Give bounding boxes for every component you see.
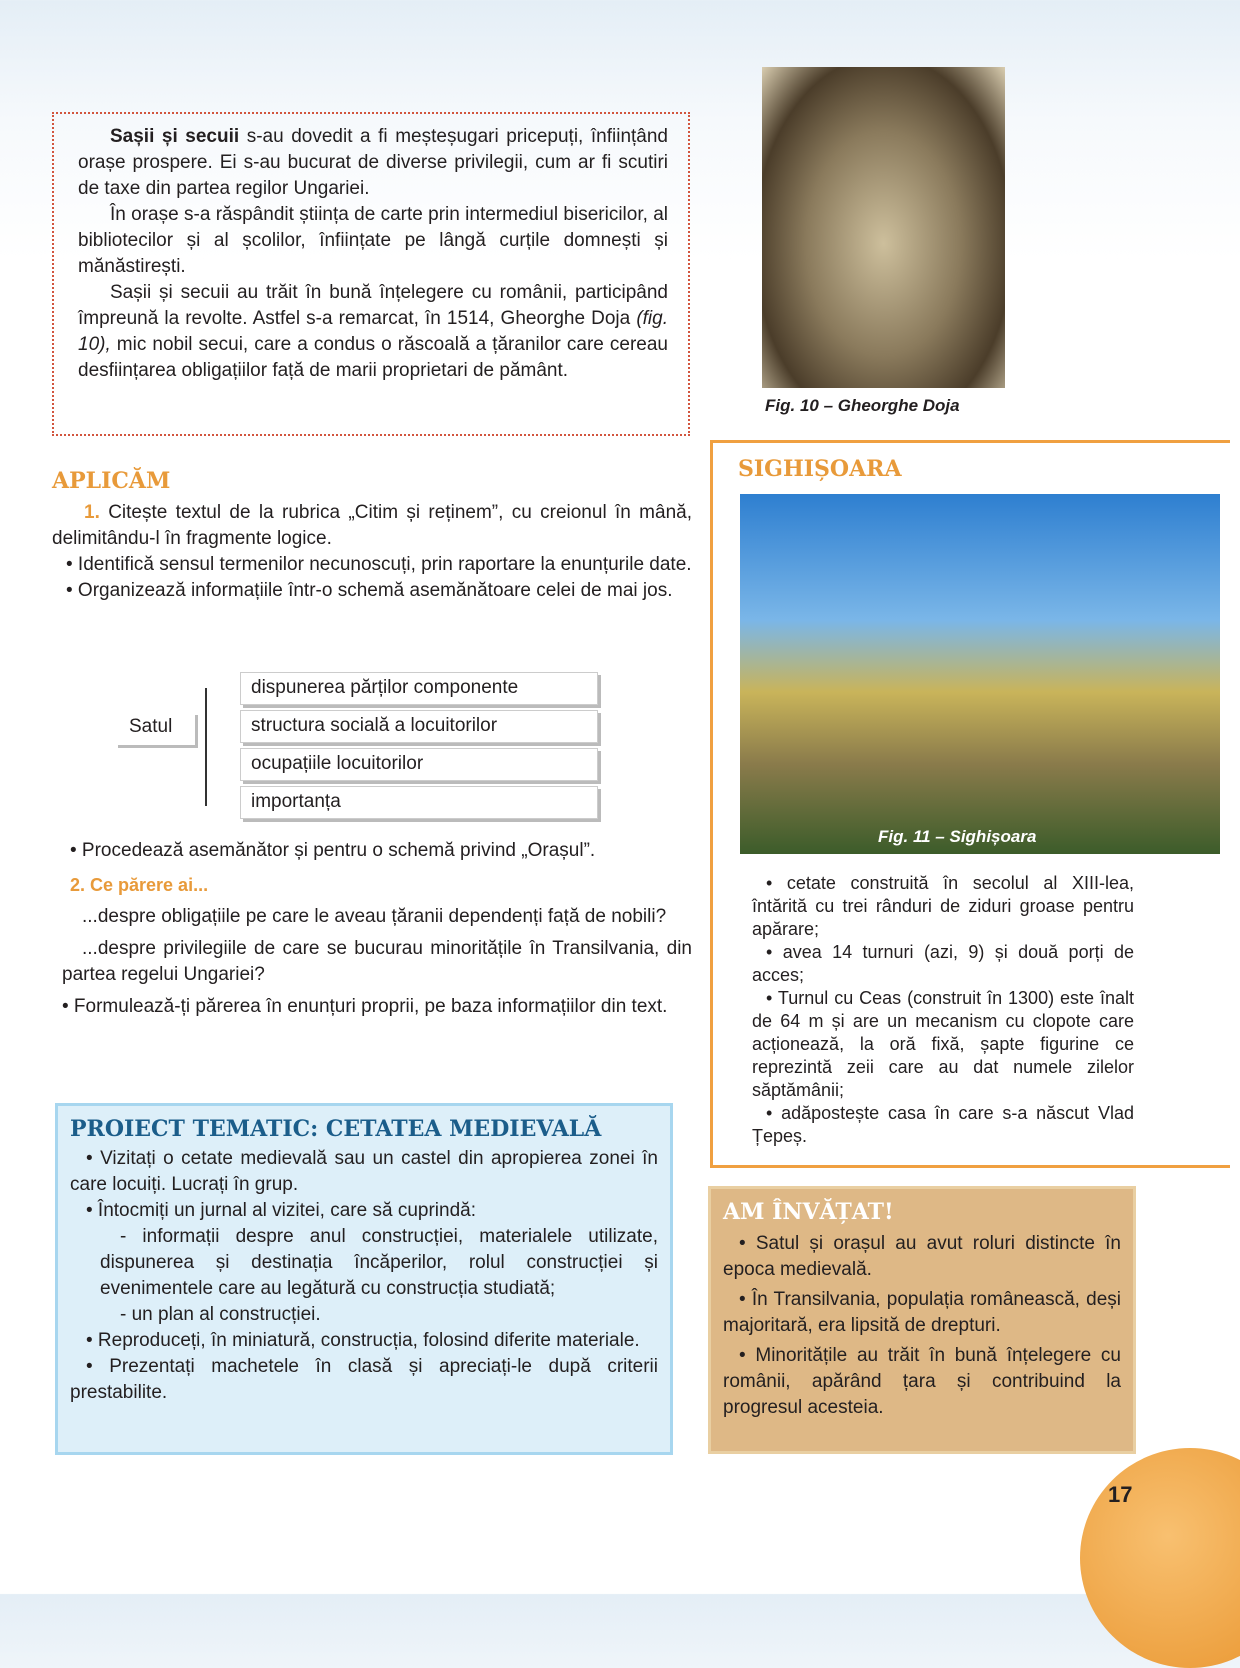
sighisoara-photo [740,494,1220,854]
bold-term: Sașii și secuii [110,126,240,147]
page-number: 17 [1108,1482,1133,1507]
aplicam-part2: • Procedează asemănător și pentru o schemă privind „Orașul”. 2. Ce părere ai... ...despre obligațiile pe care le aveau țăranii dependenți față de nobili? ...despre privilegiile de care se bucurau minoritățile în Transilvania, din partea regelui Ungariei? • Formulează-ți părerea în enunțuri proprii, pe baza informațiilor din text. [62,840,692,1017]
reading-box: Sașii și secuii s-au dovedit a fi meșteșugari pricepuți, înființând orașe prospere. Ei s-au bucurat de diverse privilegii, cum ar fi scutiri de taxe din partea regilor Ungariei. În orașe s-a răspândit știința de carte prin intermediul bisericilor, al bibliotecilor și al școlilor, înființate pe lângă curțile domnești și mănăstirești. Sașii și secuii au trăit în bună înțelegere cu românii, participând împreună la revolte. Astfel s-a remarcat, în 1514, Gheorghe Doja (fig. 10), mic nobil secui, care a condus o răscoală a țăranilor care cereau desființarea obligațiilor față de marii proprietari de pământ. [52,112,690,436]
paragraph: Sașii și secuii au trăit în bună înțelegere cu românii, participând împreună la revolte. Astfel s-a remarcat, în 1514, Gheorghe Doja (fig. 10), mic nobil secui, care a condus o răscoală a țăranilor care cereau desființarea obligațiilor față de marii proprietari de pământ. [78,282,668,381]
learned-heading: AM ÎNVĂȚAT! [723,1199,894,1225]
schema-root: Satul [115,712,195,745]
schema-item: structura socială a locuitorilor [240,710,598,743]
project-box: PROIECT TEMATIC: CETATEA MEDIEVALĂ • Vizitați o cetate medievală sau un castel din apropierea zonei în care locuiți. Lucrați în grup. • Întocmiți un jurnal al vizitei, care să cuprindă: - informații despre anul construcției, materialele utilizate, dispunerea și destinația încăperilor, rolul construcției și evenimentele care au legătură cu construcția studiată; - un plan al construcției. • Reproduceți, în miniatură, construcția, folosind diferite materiale. • Prezentați machetele în clasă și apreciați-le după criterii prestabilite. [55,1103,673,1455]
schema-bracket [205,688,207,806]
fig10-caption: Fig. 10 – Gheorghe Doja [765,396,960,415]
aplicam-heading: APLICĂM [52,468,171,494]
schema-item: importanța [240,786,598,819]
schema-item: dispunerea părților componente [240,672,598,705]
learned-box: AM ÎNVĂȚAT! • Satul și orașul au avut roluri distincte în epoca medievală. • În Transilvania, populația românească, deși majoritară, era lipsită de drepturi. • Minoritățile au trăit în bună înțelegere cu românii, apărând țara și contribuind la progresul acesteia. [708,1186,1136,1454]
page-number-badge [1080,1448,1240,1668]
sighisoara-heading: SIGHIȘOARA [738,456,902,482]
schema-item: ocupațiile locuitorilor [240,748,598,781]
aplicam-section: APLICĂM 1. Citește textul de la rubrica „Citim și reținem”, cu creionul în mână, delimitându-l în fragmente logice. • Identifică sensul termenilor necunoscuți, prin raportare la enunțurile date. • Organizează informațiile într-o schemă asemănătoare celei de mai jos. [52,468,692,601]
gheorghe-doja-portrait [762,67,1005,388]
project-heading: PROIECT TEMATIC: CETATEA MEDIEVALĂ [70,1116,602,1142]
question-heading: 2. Ce părere ai... [70,875,209,895]
paragraph: În orașe s-a răspândit știința de carte prin intermediul bisericilor, al bibliotecilor și al școlilor, înființate pe lângă curțile domnești și mănăstirești. [78,204,668,277]
fig11-caption: Fig. 11 – Sighișoara [878,827,1037,846]
figure-ref: (fig. 10), [78,308,668,355]
sighisoara-facts: • cetate construită în secolul al XIII-lea, întărită cu trei rânduri de ziduri groase pentru apărare; • avea 14 turnuri (azi, 9) și două porți de acces; • Turnul cu Ceas (construit în 1300) este înalt de 64 m și are un mecanism cu clopote care acționează, la oră fixă, șapte figurine ce reprezintă zeii care au dat numele zilelor săptămânii; • adăpostește casa în care s-a născut Vlad Țepeș. [752,873,1134,1146]
